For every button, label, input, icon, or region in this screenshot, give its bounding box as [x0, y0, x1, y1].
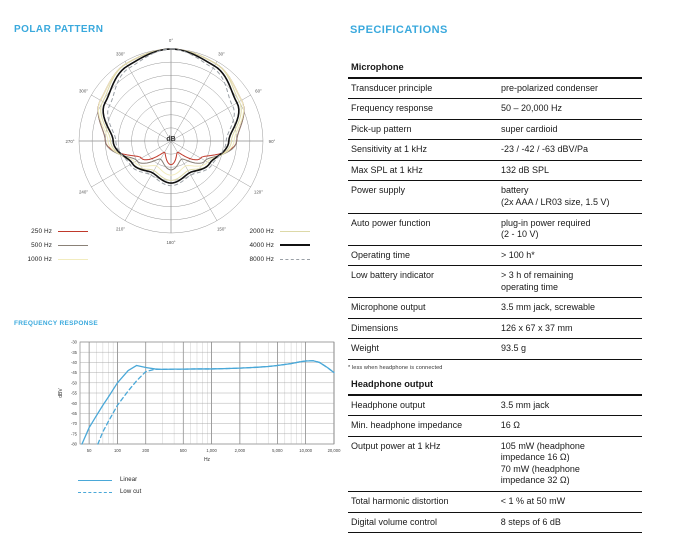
spec-key: Max SPL at 1 kHz — [348, 160, 498, 181]
svg-text:300°: 300° — [78, 88, 89, 94]
legend-label: 250 Hz — [31, 227, 52, 235]
frequency-response-chart — [50, 336, 340, 466]
spec-row — [348, 181, 642, 213]
spec-key: Total harmonic distortion — [348, 491, 498, 512]
spec-key: Digital volume control — [348, 512, 498, 533]
headphone-spec-table — [348, 377, 642, 533]
legend-item — [78, 486, 141, 498]
polar-pattern-title: POLAR PATTERN — [14, 24, 104, 35]
spec-value: 132 dB SPL — [498, 160, 642, 181]
legend-swatch — [280, 231, 310, 232]
spec-value: -23 / -42 / -63 dBV/Pa — [498, 140, 642, 161]
spec-key: Pick-up pattern — [348, 119, 498, 140]
spec-value: super cardioid — [498, 119, 642, 140]
spec-value: 16 Ω — [498, 416, 642, 437]
legend-item — [78, 474, 141, 486]
svg-text:30°: 30° — [218, 51, 225, 57]
spec-key: Transducer principle — [348, 78, 498, 99]
spec-group-header — [348, 60, 642, 78]
svg-text:90°: 90° — [268, 139, 276, 144]
svg-text:210°: 210° — [115, 226, 126, 232]
spec-row — [348, 245, 642, 266]
legend-item — [8, 252, 88, 266]
svg-text:-80: -80 — [70, 441, 77, 447]
spec-value: plug-in power required (2 - 10 V) — [498, 213, 642, 245]
spec-row — [348, 213, 642, 245]
legend-item — [8, 238, 88, 252]
spec-value: 105 mW (headphone impedance 16 Ω) 70 mW (headphone impedance 32 Ω) — [498, 436, 642, 491]
legend-label: 1000 Hz — [27, 255, 52, 263]
svg-text:-75: -75 — [70, 431, 77, 437]
frequency-response-svg — [50, 336, 340, 466]
svg-text:-60: -60 — [70, 400, 77, 406]
polar-legend-left — [8, 224, 88, 266]
frequency-grid — [80, 342, 334, 444]
spec-key: Low battery indicator — [348, 266, 498, 298]
spec-footnote: * less when headphone is connected — [348, 365, 443, 371]
spec-row — [348, 512, 642, 533]
svg-text:180°: 180° — [166, 240, 176, 245]
svg-text:100: 100 — [113, 448, 121, 453]
svg-text:-35: -35 — [70, 349, 77, 355]
spec-key: Auto power function — [348, 213, 498, 245]
spec-row — [348, 78, 642, 99]
legend-label: 8000 Hz — [249, 255, 274, 263]
spec-key: Output power at 1 kHz — [348, 436, 498, 491]
legend-swatch — [58, 259, 88, 260]
svg-text:330°: 330° — [115, 51, 126, 57]
microphone-spec-table — [348, 60, 642, 360]
polar-legend-right — [228, 224, 310, 266]
svg-text:Hz: Hz — [203, 457, 211, 463]
polar-center-label: dB — [166, 136, 176, 143]
svg-text:-30: -30 — [70, 339, 77, 345]
svg-text:0°: 0° — [168, 38, 174, 43]
svg-text:120°: 120° — [253, 189, 264, 195]
spec-row — [348, 266, 642, 298]
svg-text:240°: 240° — [78, 189, 89, 195]
legend-label: 4000 Hz — [249, 241, 274, 249]
svg-text:270°: 270° — [65, 139, 75, 144]
spec-row — [348, 140, 642, 161]
spec-key: Min. headphone impedance — [348, 416, 498, 437]
spec-value: pre-polarized condenser — [498, 78, 642, 99]
spec-row — [348, 416, 642, 437]
svg-text:-40: -40 — [70, 360, 77, 365]
legend-label: Low cut — [120, 489, 142, 495]
svg-text:50: 50 — [86, 448, 92, 453]
svg-text:-50: -50 — [70, 380, 77, 386]
spec-value: 126 x 67 x 37 mm — [498, 318, 642, 339]
spec-value: > 3 h of remaining operating time — [498, 266, 642, 298]
svg-text:60°: 60° — [255, 88, 262, 94]
legend-swatch — [78, 480, 112, 481]
legend-swatch — [58, 245, 88, 246]
legend-item — [228, 252, 310, 266]
spec-row — [348, 99, 642, 120]
spec-key: Power supply — [348, 181, 498, 213]
svg-text:-55: -55 — [70, 390, 77, 396]
legend-label: 2000 Hz — [249, 227, 274, 235]
svg-text:-65: -65 — [70, 411, 77, 416]
spec-key: Headphone output — [348, 395, 498, 416]
spec-value: 3.5 mm jack, screwable — [498, 298, 642, 319]
spec-row — [348, 160, 642, 181]
svg-text:10,000: 10,000 — [299, 448, 313, 453]
spec-value: < 1 % at 50 mW — [498, 491, 642, 512]
svg-text:-45: -45 — [70, 370, 77, 376]
svg-text:20,000: 20,000 — [327, 448, 341, 453]
legend-item — [228, 238, 310, 252]
legend-swatch — [78, 492, 112, 493]
spec-group-label: Microphone — [348, 60, 642, 78]
spec-value: 3.5 mm jack — [498, 395, 642, 416]
spec-value: 93.5 g — [498, 339, 642, 360]
svg-text:dBV: dBV — [58, 388, 64, 398]
legend-swatch — [280, 259, 310, 260]
headphone-spec-block — [348, 377, 642, 533]
spec-row — [348, 298, 642, 319]
spec-key: Sensitivity at 1 kHz — [348, 140, 498, 161]
spec-value: 8 steps of 6 dB — [498, 512, 642, 533]
spec-row — [348, 436, 642, 491]
spec-row — [348, 339, 642, 360]
legend-label: 500 Hz — [31, 241, 52, 249]
spec-value: battery (2x AAA / LR03 size, 1.5 V) — [498, 181, 642, 213]
svg-text:150°: 150° — [216, 226, 227, 232]
legend-item — [8, 224, 88, 238]
spec-group-label: Headphone output — [348, 377, 642, 395]
spec-key: Frequency response — [348, 99, 498, 120]
svg-text:500: 500 — [179, 448, 187, 453]
frequency-response-title: FREQUENCY RESPONSE — [14, 320, 99, 327]
spec-key: Weight — [348, 339, 498, 360]
spec-key: Dimensions — [348, 318, 498, 339]
legend-label: Linear — [120, 477, 138, 483]
specifications-title: SPECIFICATIONS — [350, 24, 448, 36]
legend-swatch — [58, 231, 88, 232]
spec-row — [348, 395, 642, 416]
spec-value: 50 – 20,000 Hz — [498, 99, 642, 120]
legend-swatch — [280, 244, 310, 246]
svg-text:200: 200 — [142, 448, 150, 453]
spec-group-header — [348, 377, 642, 395]
spec-value: > 100 h* — [498, 245, 642, 266]
spec-key: Microphone output — [348, 298, 498, 319]
legend-item — [228, 224, 310, 238]
frequency-axis-labels — [58, 340, 341, 463]
spec-row — [348, 119, 642, 140]
frequency-response-legend — [78, 474, 141, 498]
svg-text:-70: -70 — [70, 421, 77, 427]
spec-key: Operating time — [348, 245, 498, 266]
svg-text:5,000: 5,000 — [272, 448, 283, 453]
svg-text:1,000: 1,000 — [206, 448, 217, 453]
frequency-curves — [82, 361, 334, 444]
spec-row — [348, 318, 642, 339]
svg-text:2,000: 2,000 — [234, 448, 246, 453]
spec-row — [348, 491, 642, 512]
